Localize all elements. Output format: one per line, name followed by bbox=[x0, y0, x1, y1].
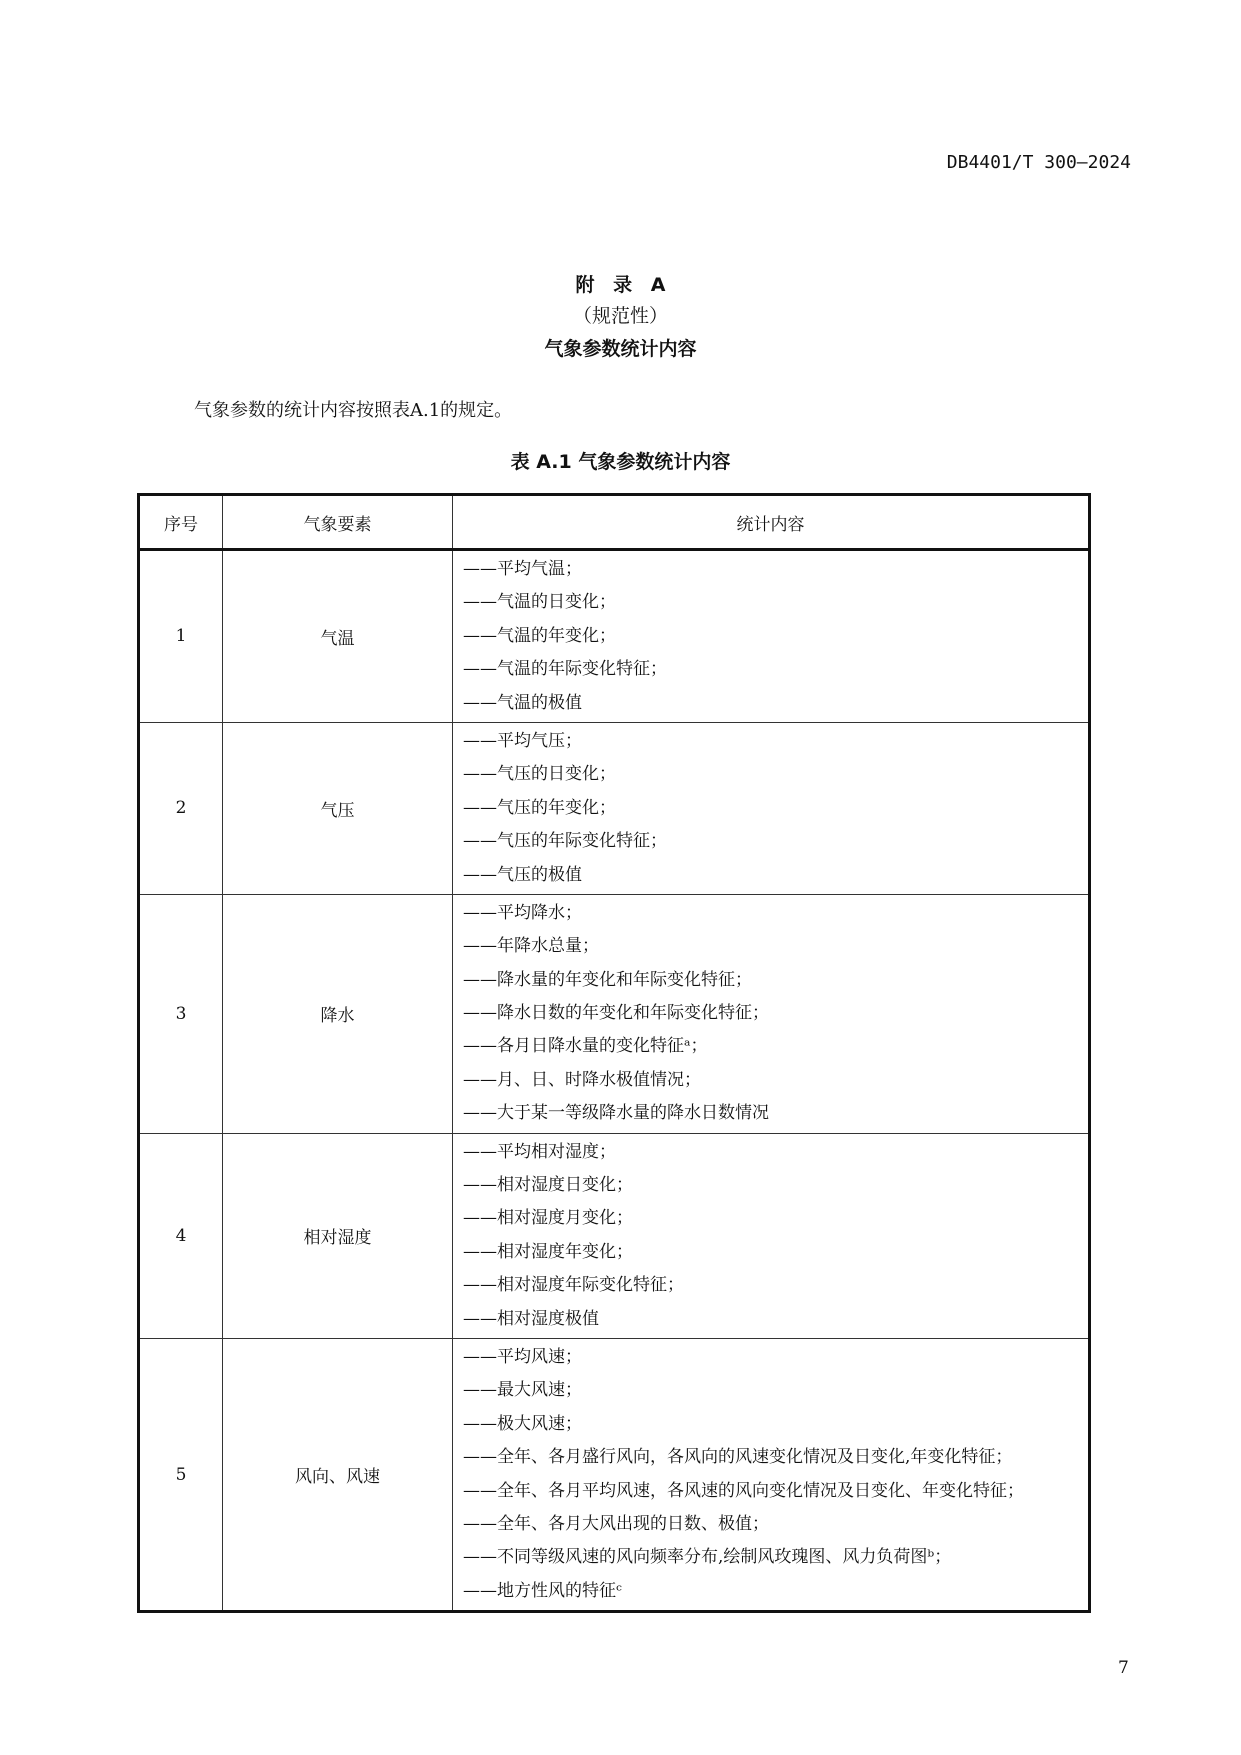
content-item: ——相对湿度月变化； bbox=[463, 1208, 633, 1229]
content-item: ——大于某一等级降水量的降水日数情况 bbox=[463, 1103, 769, 1124]
statistics-content bbox=[453, 550, 1090, 723]
content-item: ——气温的年变化； bbox=[463, 625, 616, 646]
row-number: 5 bbox=[139, 1338, 223, 1611]
content-item: ——相对湿度年变化； bbox=[463, 1241, 633, 1262]
element-name: 气压 bbox=[223, 722, 453, 894]
content-item: ——气压的日变化； bbox=[463, 764, 616, 785]
content-item: ——相对湿度年际变化特征； bbox=[463, 1275, 684, 1296]
content-item: ——全年、各月平均风速，各风速的风向变化情况及日变化、年变化特征； bbox=[463, 1480, 1024, 1501]
content-item: ——极大风速； bbox=[463, 1413, 582, 1434]
table-caption: 表 A.1 气象参数统计内容 bbox=[510, 451, 731, 473]
content-item: ——平均相对湿度； bbox=[463, 1141, 616, 1162]
table-row bbox=[139, 722, 1090, 894]
element-name: 降水 bbox=[223, 894, 453, 1133]
column-header: 气象要素 bbox=[223, 495, 453, 550]
content-item: ——平均风速； bbox=[463, 1346, 582, 1367]
content-item: ——相对湿度日变化； bbox=[463, 1175, 633, 1196]
parameters-table bbox=[137, 493, 1091, 1613]
content-item: ——最大风速； bbox=[463, 1380, 582, 1401]
table-row bbox=[139, 1338, 1090, 1611]
appendix-title: 附 录 A bbox=[575, 274, 666, 296]
row-number: 4 bbox=[139, 1133, 223, 1338]
content-item: ——气温的年际变化特征； bbox=[463, 659, 667, 680]
content-item: ——全年、各月大风出现的日数、极值； bbox=[463, 1513, 769, 1534]
content-item: ——气温的日变化； bbox=[463, 592, 616, 613]
statistics-content bbox=[453, 1133, 1090, 1338]
content-item: ——地方性风的特征ᶜ bbox=[463, 1580, 622, 1601]
statistics-content bbox=[453, 894, 1090, 1133]
content-item: ——年降水总量； bbox=[463, 936, 599, 957]
row-number: 1 bbox=[139, 550, 223, 723]
element-name: 风向、风速 bbox=[223, 1338, 453, 1611]
content-item: ——平均气压； bbox=[463, 730, 582, 751]
content-item: ——降水量的年变化和年际变化特征； bbox=[463, 969, 752, 990]
appendix-type: （规范性） bbox=[572, 305, 668, 327]
content-item: ——平均气温； bbox=[463, 559, 582, 579]
column-header: 统计内容 bbox=[453, 495, 1090, 550]
content-item: ——降水日数的年变化和年际变化特征； bbox=[463, 1003, 769, 1024]
content-item: ——相对湿度极值 bbox=[463, 1308, 599, 1329]
page-number: 7 bbox=[1118, 1658, 1129, 1678]
row-number: 3 bbox=[139, 894, 223, 1133]
content-item: ——全年、各月盛行风向，各风向的风速变化情况及日变化,年变化特征； bbox=[463, 1447, 1013, 1468]
statistics-content bbox=[453, 722, 1090, 894]
content-item: ——月、日、时降水极值情况； bbox=[463, 1069, 701, 1090]
element-name: 气温 bbox=[223, 550, 453, 723]
statistics-content bbox=[453, 1338, 1090, 1611]
table-row bbox=[139, 894, 1090, 1133]
table-row bbox=[139, 550, 1090, 723]
content-item: ——不同等级风速的风向频率分布,绘制风玫瑰图、风力负荷图ᵇ； bbox=[463, 1547, 952, 1568]
content-item: ——气温的极值 bbox=[463, 692, 582, 713]
row-number: 2 bbox=[139, 722, 223, 894]
column-header: 序号 bbox=[139, 495, 223, 550]
appendix-name: 气象参数统计内容 bbox=[544, 338, 697, 360]
document-id: DB4401/T 300—2024 bbox=[946, 152, 1131, 173]
table-row bbox=[139, 1133, 1090, 1338]
element-name: 相对湿度 bbox=[223, 1133, 453, 1338]
content-item: ——平均降水； bbox=[463, 902, 582, 923]
content-item: ——气压的年际变化特征； bbox=[463, 831, 667, 852]
content-item: ——气压的年变化； bbox=[463, 797, 616, 818]
intro-paragraph: 气象参数的统计内容按照表A.1的规定。 bbox=[194, 400, 513, 421]
content-item: ——气压的极值 bbox=[463, 864, 582, 885]
content-item: ——各月日降水量的变化特征ᵃ； bbox=[463, 1036, 708, 1057]
